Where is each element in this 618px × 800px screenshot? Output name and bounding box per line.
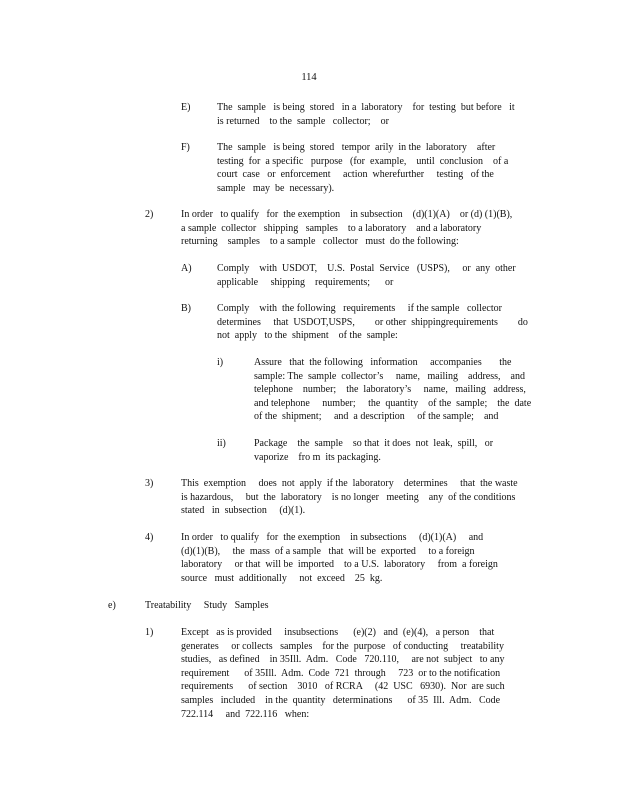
item-text [217, 101, 535, 128]
item-text [217, 302, 535, 343]
text-line: determines that USDOT,USPS, or other shippingrequirements do [217, 316, 528, 328]
item-label: A) [181, 263, 192, 274]
item-label: ii) [217, 438, 226, 449]
text-line: Except as is provided insubsections (e)(2) and (e)(4), a person that [181, 627, 495, 638]
item-label: 4) [145, 532, 154, 543]
text-line: The sample is being stored tempor arily in the laboratory after [217, 142, 496, 153]
item-label: B) [181, 303, 191, 314]
text-line: The sample is being stored in a laboratory for testing but before it [217, 102, 515, 113]
text-line: sample may be necessary). [217, 182, 335, 194]
section-title [145, 599, 535, 613]
text-line: telephone number; the laboratory’s name, mailing address, [254, 384, 526, 396]
list-item-e1 [0, 626, 618, 724]
item-label: 3) [145, 478, 154, 489]
item-text [181, 208, 535, 249]
list-item-e-upper [0, 101, 618, 129]
item-text [181, 626, 535, 721]
text-line: (d)(1)(B), the mass of a sample that will be exported to a foreign [181, 545, 475, 557]
text-line: In order to qualify for the exemption in subsections (d)(1)(A) and [181, 532, 484, 543]
text-line: not apply to the shipment of the sample: [217, 330, 398, 342]
text-line: generates or collects samples for the purpose of conducting treatability [181, 640, 504, 652]
page-number: 114 [301, 72, 317, 83]
text-line: source must additionally not exceed 25 kg. [181, 572, 383, 584]
item-text [217, 141, 535, 195]
text-line: requirements of section 3010 of RCRA (42 USC 6930). Nor are such [181, 681, 505, 693]
text-line: testing for a specific purpose (for example, until conclusion of a [217, 155, 509, 167]
text-line: 722.114 and 722.116 when: [181, 708, 310, 720]
list-item-f-upper [0, 141, 618, 197]
text-line: vaporize fro m its packaging. [254, 451, 381, 463]
text-line: Treatability Study Samples [145, 600, 269, 611]
text-line: stated in subsection (d)(1). [181, 505, 306, 517]
list-item-2 [0, 208, 618, 250]
item-text [217, 262, 535, 289]
item-text [254, 437, 537, 464]
item-label: i) [217, 357, 224, 368]
item-label: 2) [145, 209, 154, 220]
item-text [181, 531, 535, 585]
list-item-3 [0, 477, 618, 519]
text-line: court case or enforcement action wherefurther testing of the [217, 169, 494, 181]
item-text [254, 356, 537, 424]
text-line: Package the sample so that it does not leak, spill, or [254, 438, 494, 449]
text-line: is hazardous, but the laboratory is no longer meeting any of the conditions [181, 491, 516, 503]
list-item-2b-ii [0, 437, 618, 465]
text-line: This exemption does not apply if the laboratory determines that the waste [181, 478, 518, 489]
item-label: 1) [145, 627, 154, 638]
item-label: e) [108, 600, 116, 611]
text-line: laboratory or that will be imported to a U.S. laboratory from a foreign [181, 559, 498, 571]
text-line: Assure that the following information accompanies the [254, 357, 512, 368]
list-item-2b [0, 302, 618, 344]
text-line: returning samples to a sample collector must do the following: [181, 236, 459, 248]
text-line: and telephone number; the quantity of the sample; the date [254, 397, 532, 409]
text-line: In order to qualify for the exemption in subsection (d)(1)(A) or (d) (1)(B), [181, 209, 513, 220]
list-item-2b-i [0, 356, 618, 426]
list-item-2a [0, 262, 618, 290]
item-text [181, 477, 535, 518]
text-line: studies, as defined in 35Ill. Adm. Code 720.110, are not subject to any [181, 654, 505, 666]
text-line: is returned to the sample collector; or [217, 115, 389, 127]
section-heading-e [0, 599, 618, 613]
text-line: requirement of 35Ill. Adm. Code 721 through 723 or to the notification [181, 667, 501, 679]
text-line: sample: The sample collector’s name, mailing address, and [254, 370, 525, 382]
text-line: Comply with USDOT, U.S. Postal Service (USPS), or any other [217, 263, 516, 274]
text-line: a sample collector shipping samples to a laboratory and a laboratory [181, 222, 482, 234]
text-line: of the shipment; and a description of the sample; and [254, 411, 499, 423]
text-line: applicable shipping requirements; or [217, 276, 394, 288]
item-label: F) [181, 142, 190, 153]
list-item-4 [0, 531, 618, 587]
text-line: Comply with the following requirements if the sample collector [217, 303, 502, 314]
text-line: samples included in the quantity determinations of 35 Ill. Adm. Code [181, 694, 501, 706]
item-label: E) [181, 102, 191, 113]
